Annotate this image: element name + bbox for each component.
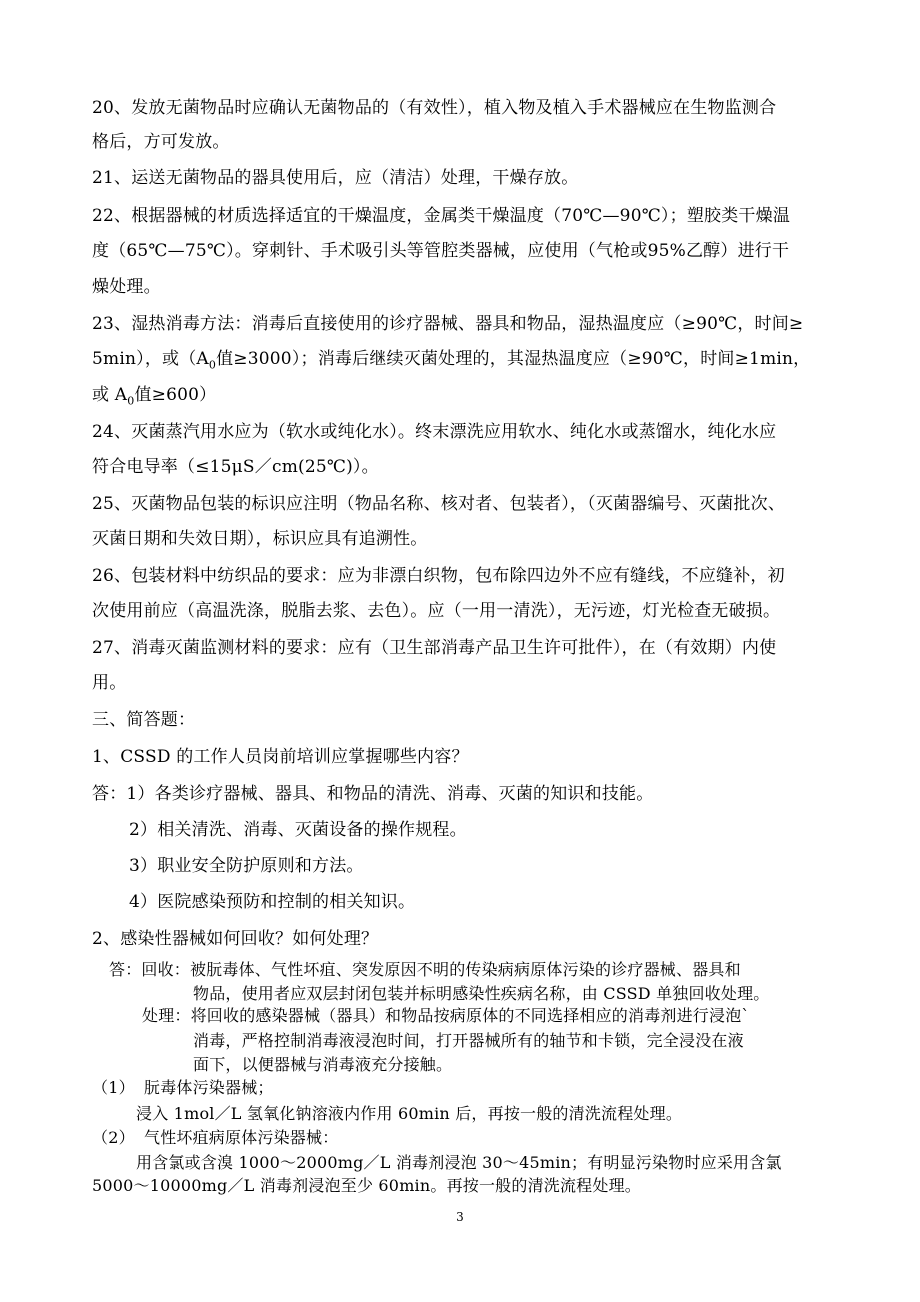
item-25-line-2: 灭菌日期和失效日期），标识应具有追溯性。 bbox=[92, 529, 428, 549]
item-26-line-1: 26、包装材料中纺织品的要求：应为非漂白织物，包布除四边外不应有缝线，不应缝补，初 bbox=[92, 566, 785, 586]
case-1-title: 朊毒体污染器械； bbox=[144, 1078, 274, 1097]
case-1-label: （1） bbox=[92, 1078, 135, 1097]
answer-2-processing-line-3: 面下，以便器械与消毒液充分接触。 bbox=[193, 1055, 453, 1074]
question-1: 1、CSSD 的工作人员岗前培训应掌握哪些内容？ bbox=[92, 747, 469, 767]
item-23-line-2-b: 值≥3000）；消毒后继续灭菌处理的，其湿热温度应（≥90℃，时间≥1min， bbox=[216, 349, 811, 369]
item-27-line-1: 27、消毒灭菌监测材料的要求：应有（卫生部消毒产品卫生许可批件），在（有效期）内使 bbox=[92, 638, 777, 658]
answer-2-processing-line-1: 处理：将回收的感染器械（器具）和物品按病原体的不同选择相应的消毒剂进行浸泡` bbox=[142, 1006, 750, 1025]
case-2-title: 气性坏疽病原体污染器械： bbox=[144, 1128, 339, 1147]
case-2-text-line-2: 5000～10000mg／L 消毒剂浸泡至少 60min。再按一般的清洗流程处理。 bbox=[92, 1176, 641, 1195]
page-number: 3 bbox=[456, 1210, 464, 1224]
answer-2-processing-line-2: 消毒，严格控制消毒液浸泡时间，打开器械所有的轴节和卡锁，完全浸没在液 bbox=[193, 1031, 744, 1050]
case-1-text: 浸入 1mol／L 氢氧化钠溶液内作用 60min 后，再按一般的清洗流程处理。 bbox=[136, 1104, 683, 1123]
case-2-text-line-1: 用含氯或含溴 1000～2000mg／L 消毒剂浸泡 30～45min；有明显污染物时应采用含氯 bbox=[136, 1153, 782, 1172]
item-23-line-2 bbox=[92, 348, 810, 370]
a0-subscript: 0 bbox=[208, 358, 217, 372]
item-23-line-1: 23、湿热消毒方法：消毒后直接使用的诊疗器械、器具和物品，湿热温度应（≥90℃，时间≥ bbox=[92, 314, 804, 334]
item-23-line-3-b: 值≥600） bbox=[134, 385, 217, 405]
item-24-line-2: 符合电导率（≤15μS／cm(25℃)）。 bbox=[92, 457, 379, 477]
item-23-line-3-a: 或 A bbox=[92, 385, 128, 405]
item-21-line-1: 21、运送无菌物品的器具使用后，应（清洁）处理，干燥存放。 bbox=[92, 168, 579, 188]
item-24-line-1: 24、灭菌蒸汽用水应为（软水或纯化水）。终末漂洗应用软水、纯化水或蒸馏水，纯化水应 bbox=[92, 422, 777, 442]
answer-1-item-1: 答：1）各类诊疗器械、器具、和物品的清洗、消毒、灭菌的知识和技能。 bbox=[92, 784, 654, 804]
item-20-line-2: 格后，方可发放。 bbox=[92, 132, 230, 152]
answer-1-item-2: 2）相关清洗、消毒、灭菌设备的操作规程。 bbox=[129, 820, 467, 840]
a0-subscript-2: 0 bbox=[127, 394, 135, 408]
item-25-line-1: 25、灭菌物品包装的标识应注明（物品名称、核对者、包装者），（灭菌器编号、灭菌批次、 bbox=[92, 494, 786, 514]
item-23-line-2-a: 5min），或（A bbox=[92, 349, 209, 369]
case-2-label: （2） bbox=[92, 1128, 135, 1147]
item-23-line-3 bbox=[92, 384, 216, 406]
answer-1-item-4: 4）医院感染预防和控制的相关知识。 bbox=[129, 892, 416, 912]
answer-2-recovery-line-1: 答：回收：被朊毒体、气性坏疽、突发原因不明的传染病病原体污染的诊疗器械、器具和 bbox=[109, 960, 741, 979]
question-2: 2、感染性器械如何回收？如何处理？ bbox=[92, 929, 379, 949]
answer-2-recovery-line-2: 物品，使用者应双层封闭包装并标明感染性疾病名称，由 CSSD 单独回收处理。 bbox=[193, 984, 770, 1003]
item-27-line-2: 用。 bbox=[92, 673, 127, 693]
item-26-line-2: 次使用前应（高温洗涤，脱脂去浆、去色）。应（一用一清洗），无污迹，灯光检查无破损。 bbox=[92, 601, 781, 621]
item-22-line-1: 22、根据器械的材质选择适宜的干燥温度，金属类干燥温度（70℃—90℃）；塑胶类干燥温 bbox=[92, 206, 791, 226]
item-22-line-3: 燥处理。 bbox=[92, 277, 161, 297]
item-22-line-2: 度（65℃—75℃）。穿刺针、手术吸引头等管腔类器械，应使用（气枪或95%乙醇）进行干 bbox=[92, 241, 790, 261]
item-20-line-1: 20、发放无菌物品时应确认无菌物品的（有效性），植入物及植入手术器械应在生物监测合 bbox=[92, 98, 777, 118]
answer-1-item-3: 3）职业安全防护原则和方法。 bbox=[129, 856, 364, 876]
section-3-heading: 三、简答题： bbox=[92, 710, 196, 730]
